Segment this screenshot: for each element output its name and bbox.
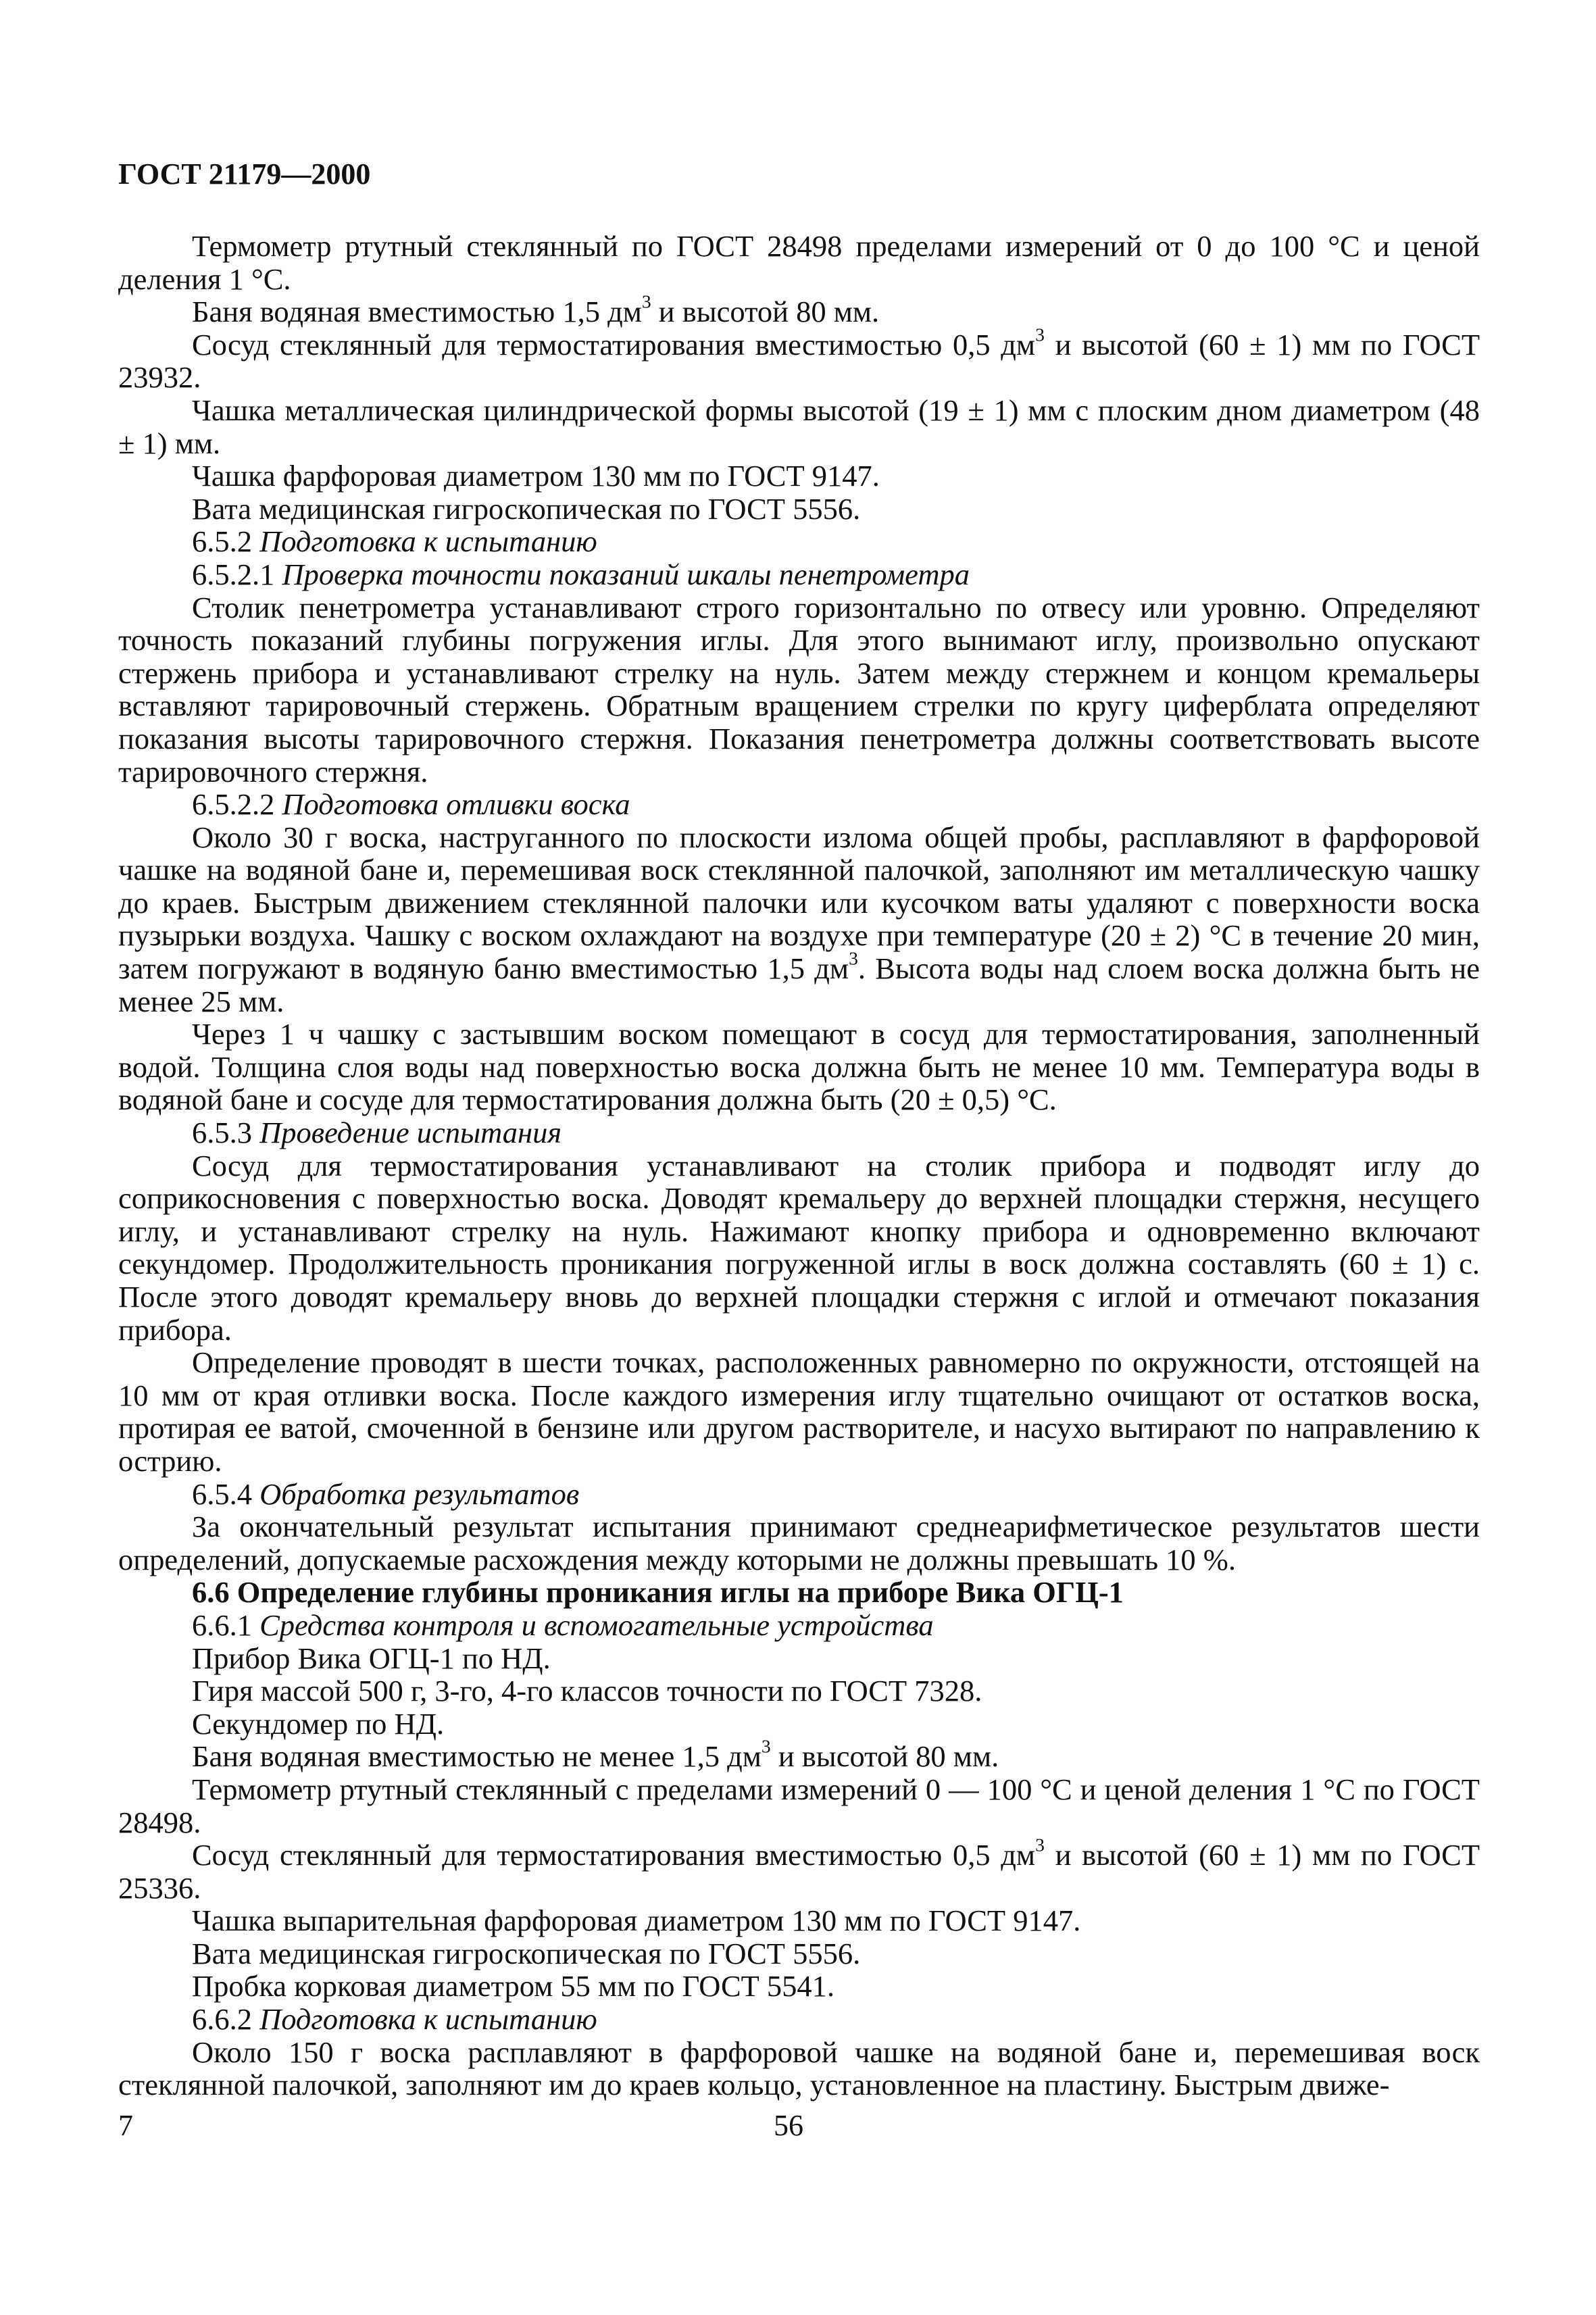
paragraph: Чашка фарфоровая диаметром 130 мм по ГОСТ 9147. (192, 459, 880, 493)
document-header: ГОСТ 21179—2000 (118, 157, 371, 191)
section-number: 6.5.3 (192, 1116, 252, 1150)
paragraph: Около 150 г воска расплавляют в фарфоровой чашке на водяной бане и, перемешивая воск стеклянной палочкой, заполняют им до краев кольцо, установленное на пластину. Быстрым движе- (118, 2035, 1480, 2102)
paragraph: Около 30 г воска, наструганного по плоскости излома общей пробы, расплавляют в фарфоровой чашке на водяной бане и, перемешивая воск стеклянной палочкой, заполняют им металлическую чашку до краев. Быстрым движением стеклянной палочки или кусочком ваты удаляют с поверхности воска пузырьки воздуха. Чашку с воском охлаждают на воздухе при температуре (20 ± 2) °С в течение 20 мин, затем погружают в водяную баню вместимостью 1,5 $дм^3$. Высота воды над слоем воска должна быть не менее 25 мм. (118, 820, 1480, 1018)
paragraph: Баня водяная вместимостью 1,5 $дм^3$ и высотой 80 мм. (192, 291, 880, 329)
section-heading (118, 1609, 1480, 1642)
paragraph: Термометр ртутный стеклянный по ГОСТ 28498 пределами измерений от 0 до 100 °С и ценой деления 1 °С. (118, 229, 1480, 296)
paragraph: Термометр ртутный стеклянный с пределами измерений 0 — 100 °С и ценой деления 1 °С по ГОСТ 28498. (118, 1772, 1480, 1839)
section-heading (118, 2003, 1480, 2036)
section-title: Подготовка к испытанию (259, 524, 597, 559)
section-number: 6.5.2.1 (192, 557, 275, 591)
section-heading (118, 1116, 1480, 1149)
section-number: 6.5.2.2 (192, 787, 275, 822)
section-title: Подготовка отливки воска (282, 787, 630, 822)
section-heading (118, 788, 1480, 821)
section-number: 6.6.2 (192, 2002, 252, 2037)
paragraph: Чашка металлическая цилиндрической формы высотой (19 ± 1) мм с плоским дном диаметром (48 ± 1) мм. (118, 393, 1480, 460)
paragraph: За окончательный результат испытания принимают среднеарифметическое результатов шести определений, допускаемые расхождения между которыми не должны превышать 10 %. (118, 1510, 1480, 1576)
page-number: 56 (774, 2109, 803, 2142)
section-number: 6.5.4 (192, 1476, 252, 1511)
section-number: 6.5.2 (192, 524, 252, 559)
section-number: 6.6.1 (192, 1608, 252, 1642)
section-title: Проверка точности показаний шкалы пенетрометра (282, 557, 970, 591)
paragraph: Вата медицинская гигроскопическая по ГОСТ 5556. (192, 1936, 861, 1970)
section-title: Средства контроля и вспомогательные устройства (259, 1608, 934, 1642)
paragraph: Прибор Вика ОГЦ-1 по НД. (192, 1641, 551, 1675)
section-heading (118, 1478, 1480, 1511)
paragraph: Гиря массой 500 г, 3-го, 4-го классов точности по ГОСТ 7328. (192, 1674, 982, 1708)
section-heading (118, 558, 1480, 591)
section-heading-bold: 6.6 Определение глубины проникания иглы на приборе Вика ОГЦ-1 (192, 1575, 1124, 1610)
section-heading (118, 525, 1480, 558)
paragraph: Секундомер по НД. (192, 1706, 445, 1741)
paragraph: Столик пенетрометра устанавливают строго горизонтально по отвесу или уровню. Определяют точность показаний глубины погружения иглы. Для этого вынимают иглу, произвольно опускают стержень прибора и устанавливают стрелку на нуль. Затем между стержнем и концом кремальеры вставляют тарировочный стержень. Обратным вращением стрелки по кругу циферблата определяют показания высоты тарировочного стержня. Показания пенетрометра должны соответствовать высоте тарировочного стержня. (118, 590, 1480, 789)
paragraph: Сосуд стеклянный для термостатирования вместимостью 0,5 $дм^3$ и высотой (60 ± 1) мм по ГОСТ 23932. (118, 324, 1480, 395)
paragraph: Баня водяная вместимостью не менее 1,5 $дм^3$ и высотой 80 мм. (192, 1735, 999, 1774)
section-title: Обработка результатов (259, 1476, 580, 1511)
paragraph: Пробка корковая диаметром 55 мм по ГОСТ 5541. (192, 1969, 835, 2003)
document-body (118, 230, 1480, 2101)
paragraph: Вата медицинская гигроскопическая по ГОСТ 5556. (192, 491, 861, 526)
paragraph: Сосуд стеклянный для термостатирования вместимостью 0,5 $дм^3$ и высотой (60 ± 1) мм по ГОСТ 25336. (118, 1834, 1480, 1905)
paragraph: Через 1 ч чашку с застывшим воском помещают в сосуд для термостатирования, заполненный водой. Толщина слоя воды над поверхностью воска должна быть не менее 10 мм. Температура воды в водяной бане и сосуде для термостатирования должна быть (20 ± 0,5) °С. (118, 1017, 1480, 1117)
section-title: Подготовка к испытанию (259, 2002, 597, 2037)
footer-left-number: 7 (118, 2109, 133, 2142)
paragraph: Сосуд для термостатирования устанавливают на столик прибора и подводят иглу до соприкосновения с поверхностью воска. Доводят кремальеру до верхней площадки стержня, несущего иглу, и устанавливают стрелку на нуль. Нажимают кнопку прибора и одновременно включают секундомер. Продолжительность проникания погруженной иглы в воск должна составлять (60 ± 1) с. После этого доводят кремальеру вновь до верхней площадки стержня с иглой и отмечают показания прибора. (118, 1148, 1480, 1347)
paragraph: Чашка выпарительная фарфоровая диаметром 130 мм по ГОСТ 9147. (192, 1903, 1081, 1938)
paragraph: Определение проводят в шести точках, расположенных равномерно по окружности, отстоящей на 10 мм от края отливки воска. После каждого измерения иглу тщательно очищают от остатков воска, протирая ее ватой, смоченной в бензине или другом растворителе, и насухо вытирают по направлению к острию. (118, 1345, 1480, 1478)
section-title: Проведение испытания (259, 1116, 562, 1150)
